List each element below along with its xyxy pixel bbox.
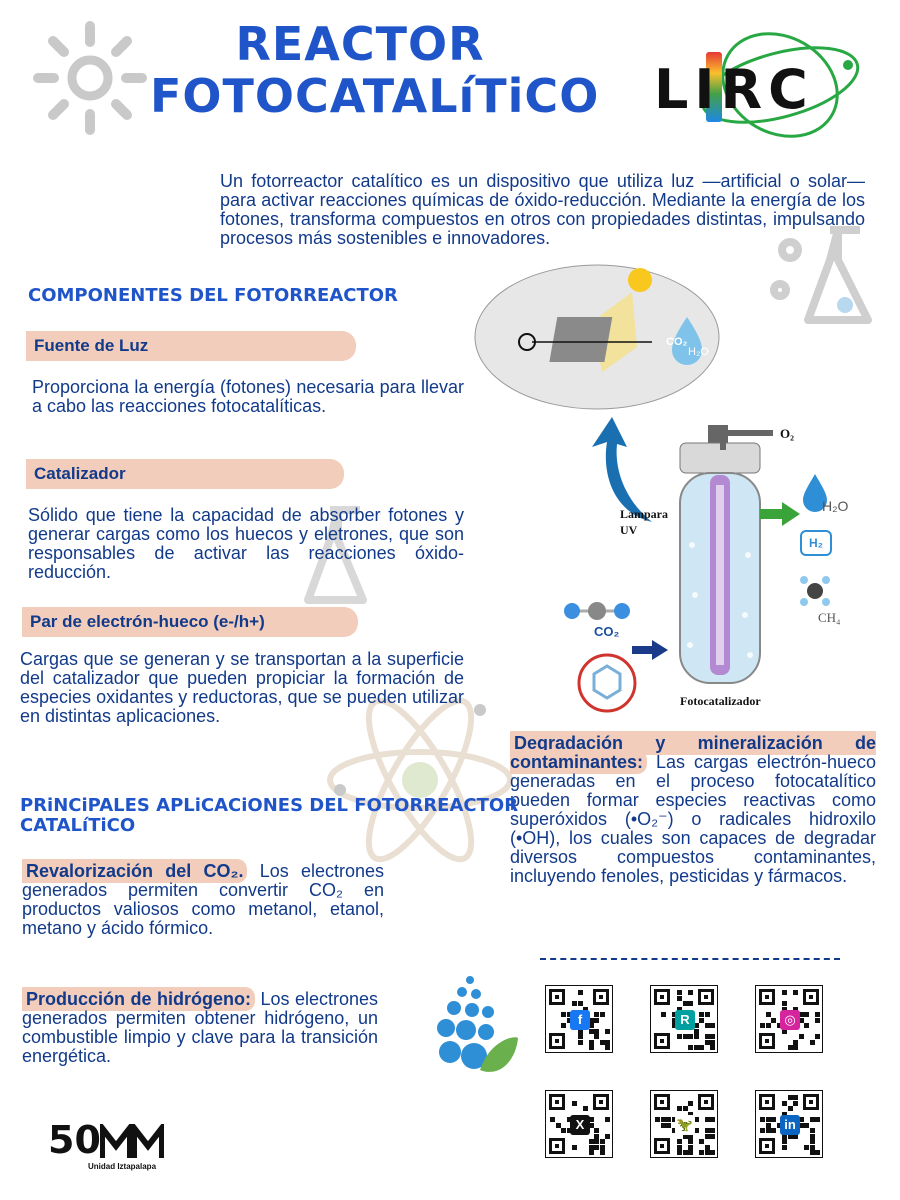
linkedin-icon: in — [780, 1115, 800, 1135]
bubble-h2o-label: H₂O — [688, 346, 709, 358]
instagram-icon: ◎ — [780, 1010, 800, 1030]
dino-icon: 🦖 — [675, 1115, 695, 1135]
fotocatalizador-label: Fotocatalizador — [680, 694, 761, 708]
uam-50-text: 50 — [48, 1118, 101, 1162]
title-line-1: REACTOR — [235, 17, 485, 71]
reactor-illustration — [670, 425, 770, 695]
linkedin-qr[interactable] — [755, 1090, 823, 1158]
co2-valorization-label: Revalorización del CO₂. — [22, 859, 247, 883]
component-text-light-source: Proporciona la energía (fotones) necesaria para llevar a cabo las reacciones fotocatalíticas. — [32, 377, 464, 416]
hydrogen-label: Producción de hidrógeno: — [22, 987, 255, 1011]
component-text-electron-hole: Cargas que se generan y se transportan a la superficie del catalizador que pueden propiciar la formación de especies oxidantes y reductoras, que se pueden utilizar en distintas aplicaciones. — [20, 649, 464, 726]
component-label-catalyst: Catalizador — [26, 459, 344, 489]
x-icon: X — [570, 1115, 590, 1135]
uam-symbol-icon — [100, 1124, 164, 1160]
methane-molecule-icon — [798, 574, 832, 608]
component-text-catalyst: Sólido que tiene la capacidad de absorber fotones y generar cargas como los huecos y eletrones, que son responsables de activar las reacciones óxido-reducción. — [28, 505, 464, 582]
sun-icon — [30, 18, 150, 138]
applications-heading — [20, 796, 518, 836]
flask-icon — [760, 220, 890, 340]
o2-label: O₂ — [780, 426, 795, 441]
pollutant-circle-icon — [576, 652, 638, 714]
facebook-icon: f — [570, 1010, 590, 1030]
h2o-product-label: H₂O — [822, 498, 849, 514]
lirc-logo-text: LIRC — [654, 58, 814, 121]
water-drop-leaf-icon — [420, 960, 520, 1090]
co2-valorization-paragraph — [22, 862, 384, 938]
dino-qr[interactable] — [650, 1090, 718, 1158]
degradation-label: Degradación y mineralización de contaminantes: — [510, 733, 876, 772]
applications-heading-line-1: PRiNCiPALES APLiCACiONES DEL FOTORREACTOR — [20, 795, 519, 816]
h2-product-icon: H₂ — [800, 530, 832, 556]
lirc-logo — [650, 30, 870, 140]
researchgate-qr[interactable] — [650, 985, 718, 1053]
outlet-arrow-icon — [760, 502, 800, 526]
facebook-qr[interactable] — [545, 985, 613, 1053]
hydrogen-text: Los electrones generados permiten obtener hidrógeno, un combustible limpio y clave para la transición energética. — [22, 989, 379, 1066]
ch4-product-label: CH₄ — [818, 610, 841, 625]
researchgate-icon: R — [675, 1010, 695, 1030]
co2-valorization-text: Los electrones generados permiten convertir CO₂ en productos valiosos como metanol, etanol, metano y ácido fórmico. — [22, 861, 384, 938]
applications-heading-line-2: CATALíTiCO — [20, 815, 136, 836]
x-qr[interactable] — [545, 1090, 613, 1158]
divider-dashed — [540, 958, 840, 960]
title-line-2: FOTOCATALíTiCO — [150, 69, 600, 123]
uam-50-logo — [48, 1118, 178, 1178]
degradation-paragraph — [510, 734, 876, 886]
unidad-iztapalapa-label: Unidad Iztapalapa — [88, 1162, 157, 1171]
co2-molecule-icon — [562, 598, 632, 624]
co2-input-label: CO₂ — [594, 624, 620, 639]
bubble-co2-label: CO₂ — [666, 336, 688, 348]
intro-paragraph: Un fotorreactor catalítico es un dispositivo que utiliza luz —artificial o solar— para activar reacciones químicas de óxido-reducción. Mediante la energía de los fotones, transforma compuestos en otros con propiedades distintas, impulsando procesos más sostenibles e innovadores. — [220, 171, 865, 248]
component-label-light-source: Fuente de Luz — [26, 331, 356, 361]
o2-outlet-pipe — [718, 425, 778, 455]
components-heading: COMPONENTES DEL FOTORREACTOR — [28, 285, 398, 306]
degradation-text: Las cargas electrón-hueco generadas en el proceso fotocatalítico pueden formar especies reactivas como superóxidos (•O₂⁻) o radicales hidroxilo (•OH), los cuales son capaces de degradar diversos compuestos contaminantes, incluyendo fenoles, pesticidas y fármacos. — [510, 752, 876, 886]
component-label-electron-hole: Par de electrón-hueco (e-/h+) — [22, 607, 358, 637]
page-title — [150, 17, 600, 123]
lamp-uv-label: Lampara UV — [620, 507, 668, 537]
hydrogen-paragraph — [22, 990, 378, 1066]
instagram-qr[interactable] — [755, 985, 823, 1053]
